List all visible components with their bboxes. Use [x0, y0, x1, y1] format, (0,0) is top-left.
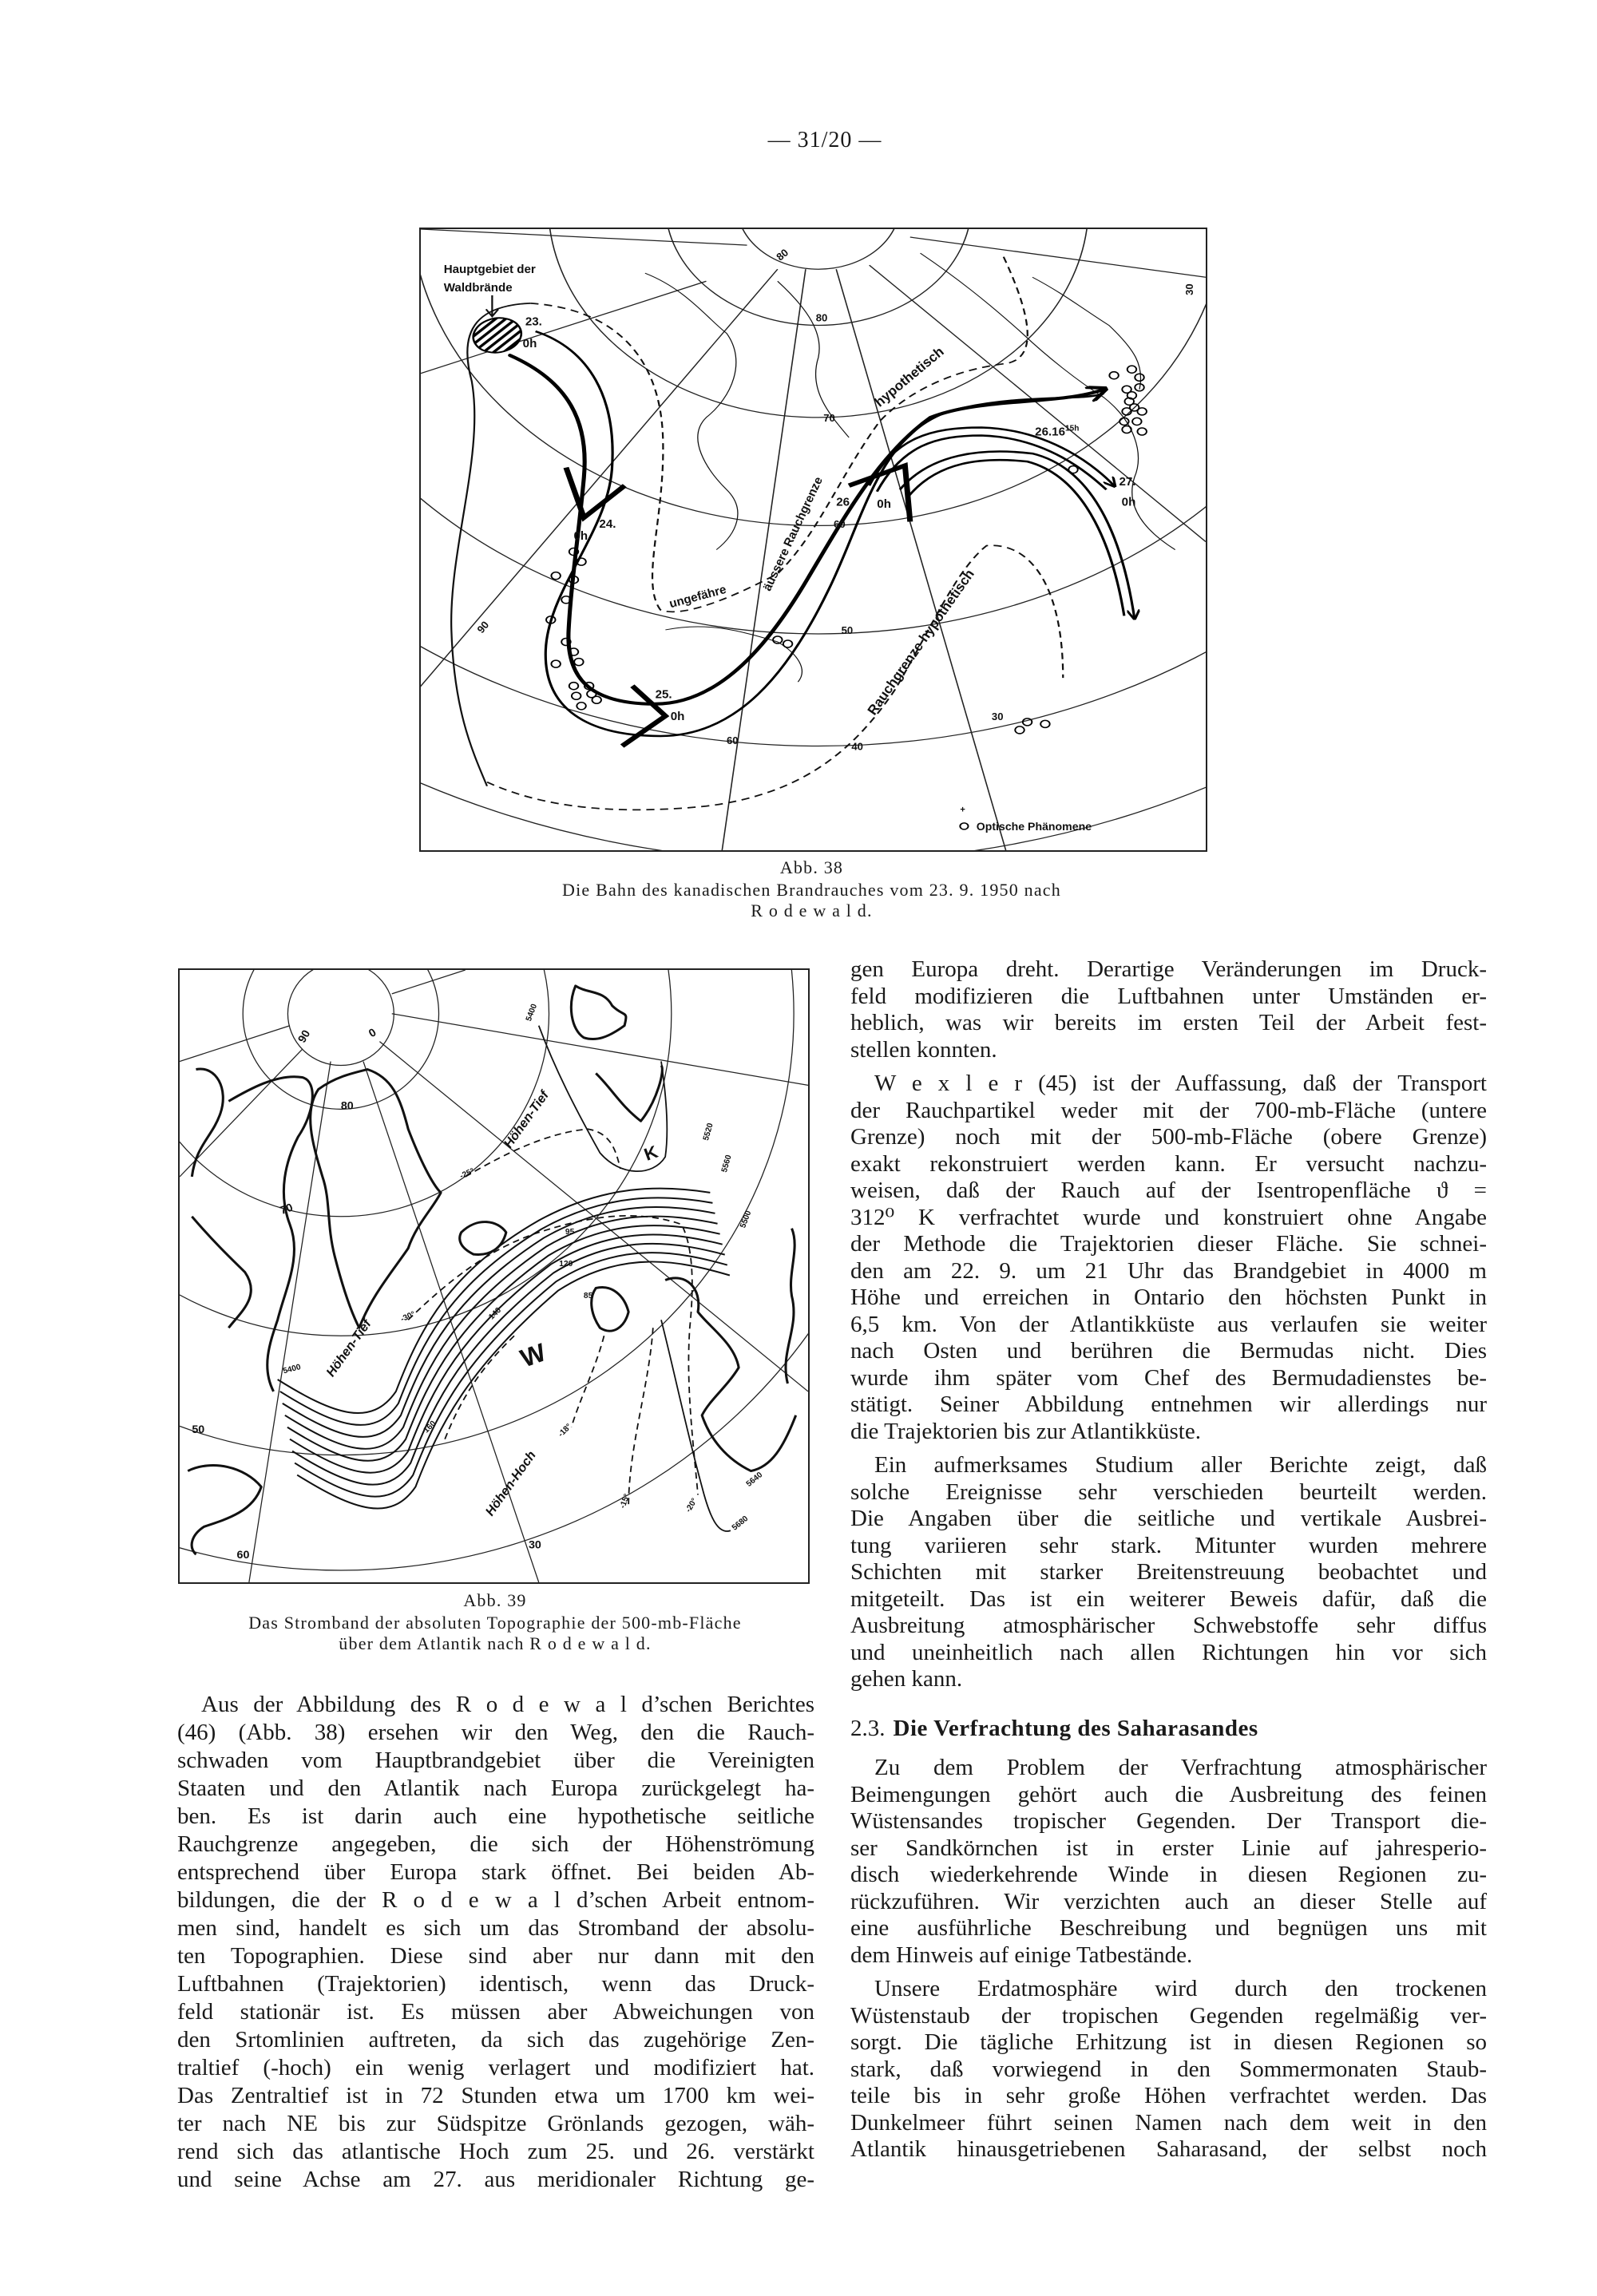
optical-phenomenon-marker: [592, 696, 600, 703]
figure-39-number: Abb. 39: [463, 1590, 527, 1610]
isotherm-label: -25°: [458, 1166, 476, 1182]
text-line: sorgt. Die tägliche Erhitzung ist in diesen Regionen so: [850, 2029, 1487, 2055]
label-day-25: 25.: [655, 687, 672, 702]
text-line: Das Zentraltief ist in 72 Stunden etwa um 1700 km wei-: [177, 2083, 814, 2108]
isotherm-label: -15°: [618, 1492, 632, 1510]
text-line: eine ausführliche Beschreibung und begnügen uns mit: [850, 1915, 1487, 1941]
label-hour: 0h: [1121, 495, 1136, 509]
lat-70: 70: [278, 1200, 295, 1217]
optical-phenomenon-marker: [1109, 372, 1118, 379]
speed-label: 85: [583, 1291, 593, 1300]
text-line: ter nach NE bis zur Südspitze Grönlands gezogen, wäh-: [177, 2111, 814, 2136]
legend-plus-icon: +: [960, 805, 965, 815]
text-line: W e x l e r (45) ist der Auffassung, daß der Transport: [874, 1071, 1487, 1096]
text-line: Die Angaben über die seitliche und vertikale Ausbrei-: [850, 1506, 1487, 1531]
contour-label: 5640: [744, 1471, 765, 1489]
paragraph: [850, 1452, 1487, 1693]
optical-phenomenon-marker: [1132, 418, 1141, 425]
isotherm-line: [445, 1328, 653, 1506]
lon-90: 90: [474, 619, 492, 635]
text-line: die Trajektorien bis zur Atlantikküste.: [850, 1418, 1201, 1444]
optical-phenomenon-marker: [551, 572, 560, 580]
text-line: Grenze) noch mit der 500-mb-Fläche (obere Grenze): [850, 1124, 1487, 1150]
lon-0: 0: [366, 1025, 378, 1040]
optical-phenomenon-marker: [577, 703, 585, 710]
speed-label: 160: [422, 1419, 438, 1435]
text-line: exakt rekonstruiert werden kann. Er versucht nachzu-: [850, 1150, 1487, 1177]
isotherm-label: -18°: [557, 1422, 574, 1439]
figure-38-smoke-trajectory-map: [419, 228, 1207, 852]
lon-60: 60: [236, 1548, 250, 1562]
lon-30: 30: [528, 1538, 541, 1551]
speed-label: 120: [559, 1260, 573, 1269]
optical-phenomenon-marker: [1137, 428, 1146, 435]
label-upper-high: Höhen-Hoch: [482, 1448, 539, 1519]
figure-39-caption-line: über dem Atlantik nach R o d e w a l d.: [339, 1633, 652, 1653]
figure-39-caption: [160, 1590, 830, 1654]
label-upper-low: Höhen-Tief: [501, 1088, 553, 1151]
section-heading: [850, 1716, 1487, 1743]
lat-50: 50: [841, 623, 854, 636]
trajectory-branch: [877, 435, 1106, 491]
contour-label: 5680: [730, 1514, 751, 1533]
text-line: Zu dem Problem der Verfrachtung atmosphärischer: [874, 1755, 1487, 1780]
label-approximate: ungefähre: [668, 582, 728, 612]
legend-optical-phenomena: Optische Phänomene: [976, 819, 1092, 833]
text-line: und uneinheitlich nach allen Richtungen hin vor sich: [850, 1639, 1487, 1665]
text-line: Rauchgrenze angegeben, die sich der Höhenströmung: [177, 1831, 814, 1857]
text-line: wurde ihm später vom Chef des Bermudadienstes be-: [850, 1364, 1487, 1391]
figure-39-caption-line: Das Stromband der absoluten Topographie der 500-mb-Fläche: [248, 1613, 742, 1633]
text-line: teile bis in sehr große Höhen verfrachtet werden. Das: [850, 2083, 1487, 2108]
lat-80-top: 80: [774, 246, 791, 263]
text-line: Luftbahnen (Trajektorien) identisch, wenn das Druck-: [177, 1971, 814, 1997]
text-line: tung variieren sehr stark. Mitunter wurden mehrere: [850, 1532, 1487, 1558]
isotherm-label: -20°: [684, 1496, 699, 1514]
text-line: entsprechend über Europa stark öffnet. Bei beiden Ab-: [177, 1859, 814, 1885]
label-day-26-time-sup: 15h: [1064, 424, 1080, 433]
figure-38-caption-line: R o d e w a l d.: [751, 901, 873, 920]
text-line: weisen, daß der Rauch auf der Isentropenfläche ϑ =: [850, 1178, 1487, 1203]
lat-40: 40: [851, 740, 863, 753]
trajectory-band-outer: [536, 331, 1104, 736]
text-line: heblich, was wir bereits im ersten Teil der Arbeit fest-: [850, 1010, 1487, 1035]
contour-label: 5520: [701, 1122, 715, 1142]
optical-phenomenon-marker: [574, 659, 583, 666]
right-column-before-heading: [850, 956, 1487, 1693]
text-line: Aus der Abbildung des R o d e w a l d’schen Berichtes: [201, 1692, 814, 1717]
canadian-archipelago-coast: [188, 1069, 312, 1554]
speed-label: 140: [487, 1305, 504, 1322]
label-day-24: 24.: [599, 517, 616, 531]
main-fire-area: [466, 312, 529, 359]
text-line: und seine Achse am 27. aus meridionaler Richtung ge-: [177, 2167, 814, 2192]
text-line: Höhe und erreichen in Ontario den höchsten Punkt in: [850, 1285, 1487, 1310]
legend-circle-icon: [960, 823, 968, 829]
text-line: der Rauchpartikel weder mit der 700-mb-Fläche (untere: [850, 1097, 1487, 1123]
isotherm-line: [408, 1216, 698, 1495]
label-hour: 0h: [877, 497, 891, 511]
optical-phenomenon-marker: [1122, 426, 1131, 433]
figure-38-caption: [419, 857, 1204, 921]
label-hour: 0h: [573, 529, 588, 543]
isotherm-line: [466, 1129, 620, 1177]
text-line: 312⁰ K verfrachtet wurde und konstruiert ohne Angabe: [850, 1204, 1487, 1230]
label-day-26-time-main: 26.16: [1035, 425, 1065, 439]
text-line: Staaten und den Atlantik nach Europa zurückgelegt ha-: [177, 1775, 814, 1801]
text-line: den am 22. 9. um 21 Uhr das Brandgebiet in 4000 m: [850, 1257, 1487, 1284]
optical-phenomenon-marker: [1068, 466, 1077, 473]
section-number: 2.3.: [850, 1715, 886, 1741]
text-line: solche Ereignisse sehr verschieden beurteilt werden.: [850, 1479, 1487, 1505]
label-day-26: 26.: [836, 495, 854, 509]
paragraph: [850, 956, 1487, 1063]
lon-30: 30: [991, 710, 1004, 722]
section-title: Die Verfrachtung des Saharasandes: [893, 1715, 1258, 1741]
text-line: ben. Es ist darin auch eine hypothetische seitliche: [177, 1803, 814, 1829]
optical-phenomenon-marker: [773, 636, 782, 643]
optical-phenomenon-marker: [1015, 726, 1024, 734]
right-text-column: [850, 956, 1487, 2171]
coastlines: [188, 986, 795, 1554]
optical-phenomenon-marker: [551, 660, 560, 667]
label-hypothetical: hypothetisch: [871, 343, 947, 410]
british-isles-coast: [592, 1287, 628, 1331]
text-line: stätigt. Seiner Abbildung entnehmen wir allerdings nur: [850, 1391, 1487, 1417]
text-line: traltief (-hoch) ein wenig verlagert und modifiziert hat.: [177, 2055, 814, 2080]
right-column-after-heading: [850, 1755, 1487, 2163]
text-line: nach Osten und berühren die Bermudas nicht. Dies: [850, 1338, 1487, 1364]
text-line: gen Europa dreht. Derartige Veränderungen im Druck-: [850, 956, 1487, 982]
text-line: stellen konnten.: [850, 1036, 997, 1063]
label-day-27: 27.: [1119, 475, 1136, 489]
text-line: Atlantik hinausgetriebenen Saharasand, der selbst noch: [850, 2136, 1487, 2162]
text-line: Dunkelmeer führt seinen Namen nach dem weit in den: [850, 2109, 1487, 2136]
paragraph: [850, 1755, 1487, 1969]
text-line: Wüstensandes tropischer Gegenden. Der Transport die-: [850, 1808, 1487, 1834]
text-line: Unsere Erdatmosphäre wird durch den trockenen: [874, 1976, 1487, 2001]
text-line: stark, daß vorwiegend in den Sommermonaten Staub-: [850, 2056, 1487, 2082]
text-line: disch wiederkehrende Winde in diesen Regionen zu-: [850, 1862, 1487, 1887]
text-line: Ausbreitung atmosphärischer Schwebstoffe sehr diffus: [850, 1613, 1487, 1638]
text-line: mitgeteilt. Das ist ein weiterer Beweis dafür, daß die: [850, 1585, 1487, 1612]
outer-smoke-loop: [451, 303, 530, 786]
paragraph: [850, 1071, 1487, 1445]
text-line: schwaden vom Hauptbrandgebiet über die Vereinigten: [177, 1748, 814, 1773]
trajectory-branch: [900, 452, 1135, 618]
lat-60: 60: [834, 517, 846, 530]
label-upper-low: Höhen-Tief: [323, 1316, 374, 1380]
lat-50: 50: [192, 1423, 205, 1436]
lon-30-edge: 30: [1183, 283, 1196, 295]
text-line: Schichten mit starker Breitenstreuung beobachtet und: [850, 1559, 1487, 1585]
lat-80: 80: [340, 1099, 354, 1112]
smoke-trajectory-map: [421, 229, 1206, 850]
500mb-topography-map: [180, 970, 808, 1582]
contour-label: 5560: [719, 1154, 734, 1174]
left-text-column: [177, 1691, 814, 2201]
trajectory-branch: [909, 460, 1124, 616]
label-warm-w: W: [516, 1337, 550, 1373]
speed-label: 95: [565, 1228, 575, 1237]
text-line: Wüstenstaub der tropischen Gegenden regelmäßig ver-: [850, 2002, 1487, 2029]
text-line: 6,5 km. Von der Atlantikküste aus verlaufen sie weiter: [850, 1311, 1487, 1337]
paragraph: [850, 1976, 1487, 2163]
text-line: den Srtomlinien auftreten, da sich das zugehörige Zen-: [177, 2027, 814, 2053]
text-line: dem Hinweis auf einige Tatbestände.: [850, 1942, 1193, 1968]
text-line: gehen kann.: [850, 1666, 963, 1692]
text-line: feld stationär ist. Es müssen aber Abweichungen von: [177, 1999, 814, 2025]
label-smoke-border-hypothetical: Rauchgrenze hypothetisch: [864, 566, 977, 718]
label-hour: 0h: [522, 337, 537, 351]
isotherm-label: -30°: [399, 1309, 417, 1324]
label-day-23: 23.: [525, 315, 542, 329]
optical-phenomenon-marker: [1023, 718, 1032, 726]
lat-70: 70: [823, 411, 835, 424]
label-outer-smoke-border: äussere Rauchgrenze: [760, 474, 826, 593]
optical-phenomenon-marker: [1135, 374, 1143, 381]
contour-label: 5500: [739, 1209, 754, 1229]
figure-38-caption-line: Die Bahn des kanadischen Brandrauches vom 23. 9. 1950 nach: [562, 880, 1061, 900]
paragraph: [177, 1691, 814, 2194]
optical-phenomenon-marker: [1137, 408, 1146, 415]
text-line: ten Topographien. Diese sind aber nur dann mit den: [177, 1943, 814, 1969]
optical-phenomenon-marker: [783, 640, 792, 647]
figure-39-500mb-topography-map: [178, 968, 810, 1584]
page-number: — 31/20 —: [767, 128, 882, 152]
text-line: feld modifizieren die Luftbahnen unter Umständen er-: [850, 983, 1487, 1009]
lat-80: 80: [815, 311, 828, 324]
scandinavia-coast: [571, 986, 662, 1121]
contour-label: 5400: [524, 1003, 540, 1023]
text-line: men sind, handelt es sich um das Stromband der absolu-: [177, 1915, 814, 1941]
text-line: bildungen, die der R o d e w a l d’schen Arbeit entnom-: [177, 1887, 814, 1913]
optical-phenomenon-marker: [572, 692, 581, 699]
label-cold-k: K: [641, 1142, 661, 1165]
lon-90: 90: [295, 1027, 313, 1045]
optical-phenomenon-marker: [1127, 366, 1136, 373]
optical-phenomenon-marker: [1040, 720, 1049, 727]
text-line: rückzuführen. Wir verzichten auch an dieser Stelle auf: [850, 1888, 1487, 1914]
label-hour: 0h: [670, 709, 685, 723]
text-line: rend sich das atlantische Hoch zum 25. und 26. verstärkt: [177, 2139, 814, 2164]
label-day-26-time: [1035, 424, 1079, 438]
lon-60: 60: [726, 734, 739, 746]
text-line: der Methode die Trajektorien dieser Fläche. Sie schnei-: [850, 1231, 1487, 1257]
figure-38-number: Abb. 38: [779, 857, 844, 877]
label-forest-fires: Waldbrände: [443, 280, 513, 295]
contour-label: 5400: [282, 1363, 303, 1376]
text-line: Ein aufmerksames Studium aller Berichte zeigt, daß: [874, 1452, 1487, 1478]
label-main-area: Hauptgebiet der: [443, 263, 536, 277]
optical-phenomenon-marker: [569, 683, 578, 690]
text-line: Beimengungen gehört auch die Ausbreitung des feinen: [850, 1781, 1487, 1807]
text-line: ser Sandkörnchen ist in erster Linie auf jahresperio-: [850, 1835, 1487, 1861]
time-bar-24: [566, 468, 624, 518]
map-labels: [444, 247, 1195, 833]
text-line: (46) (Abb. 38) ersehen wir den Weg, den die Rauch-: [177, 1720, 814, 1745]
